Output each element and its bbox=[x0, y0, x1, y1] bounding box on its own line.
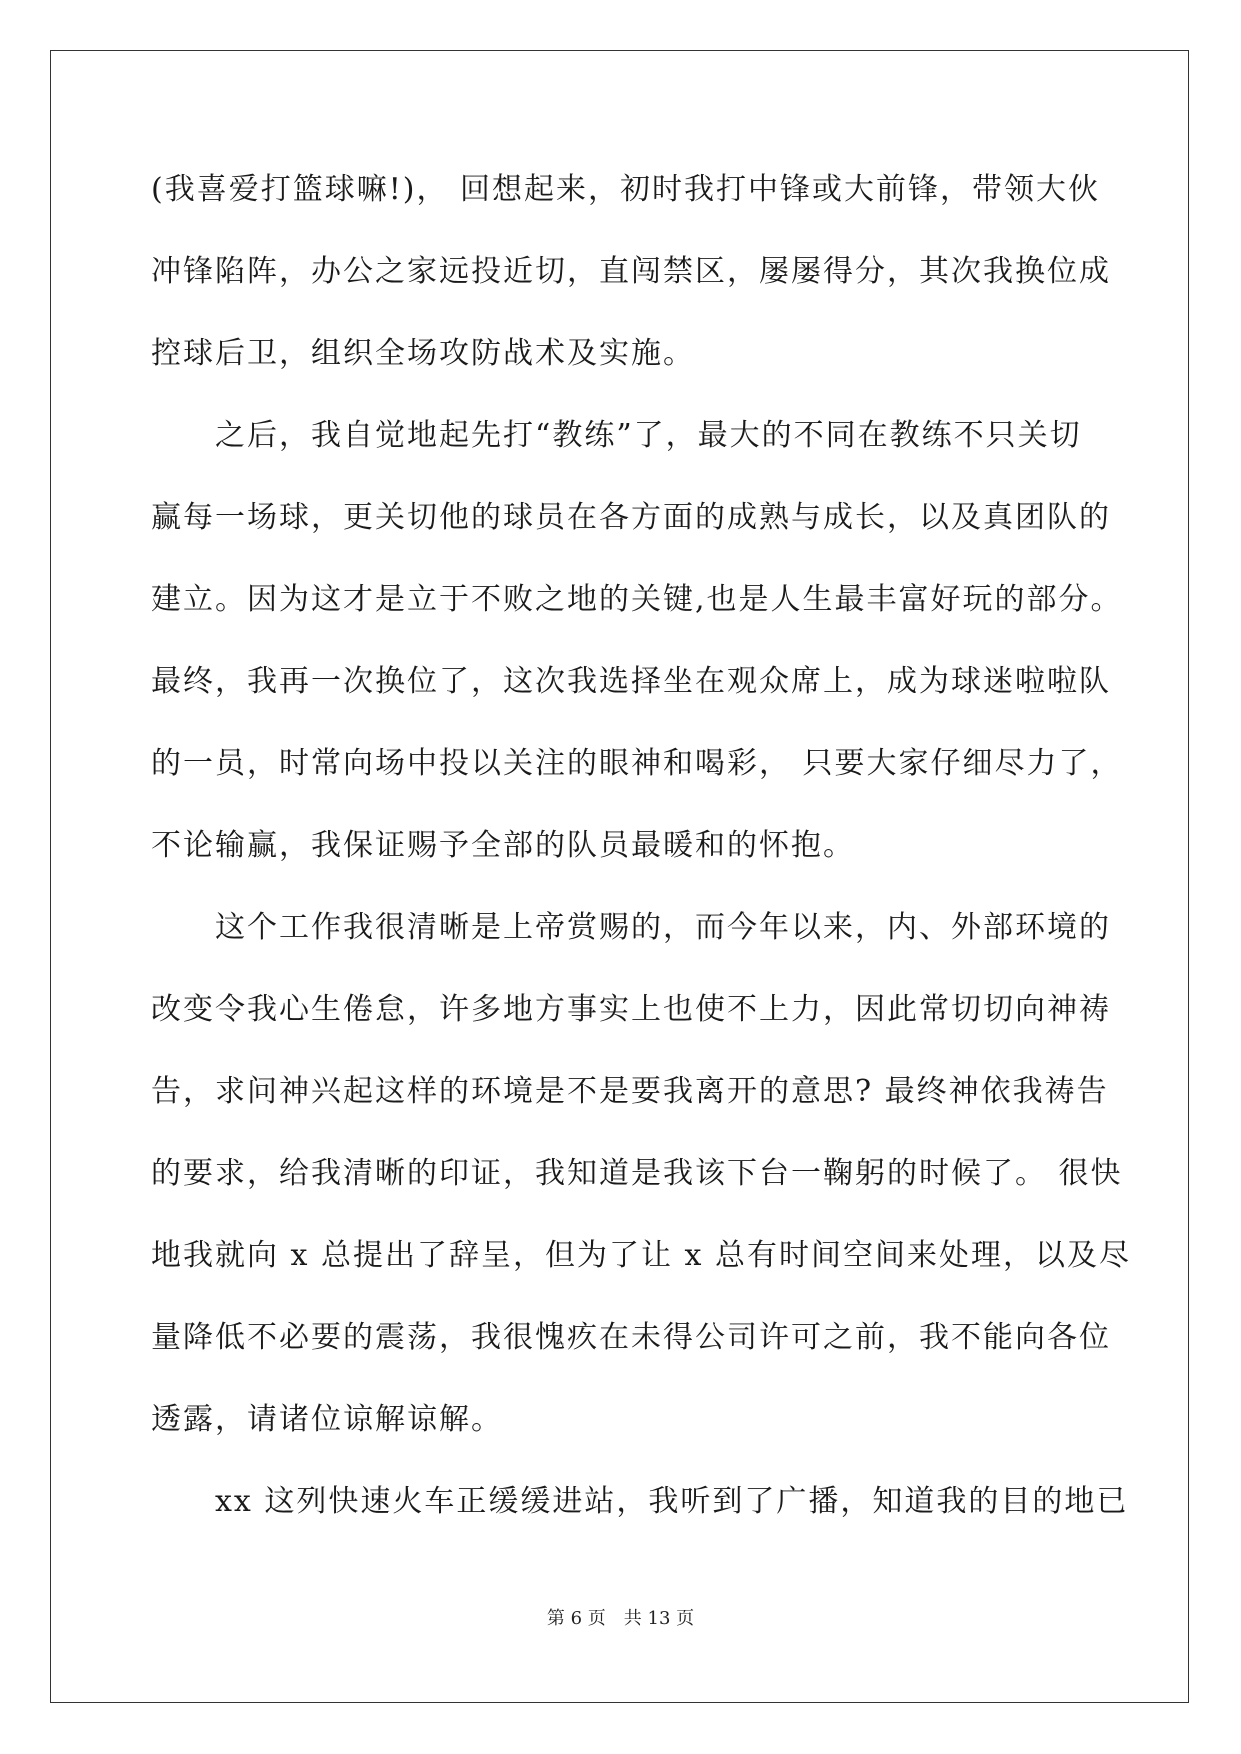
text-line: xx 这列快速火车正缓缓进站，我听到了广播，知道我的目的地已 bbox=[151, 1484, 1129, 1519]
page-number-footer: 第 6 页 共 13 页 bbox=[546, 1608, 695, 1629]
text-line: 控球后卫，组织全场攻防战术及实施。 bbox=[151, 336, 695, 371]
text-line: 的要求，给我清晰的印证，我知道是我该下台一鞠躬的时候了。 很快 bbox=[151, 1156, 1123, 1191]
text-line: 赢每一场球，更关切他的球员在各方面的成熟与成长，以及真团队的 bbox=[151, 500, 1111, 535]
text-line: 的一员，时常向场中投以关注的眼神和喝彩， 只要大家仔细尽力了， bbox=[151, 746, 1123, 781]
text-line: 这个工作我很清晰是上帝赏赐的，而今年以来，内、外部环境的 bbox=[151, 910, 1111, 945]
text-line: 告，求问神兴起这样的环境是不是要我离开的意思? 最终神依我祷告 bbox=[151, 1074, 1109, 1109]
text-line: 最终，我再一次换位了，这次我选择坐在观众席上，成为球迷啦啦队 bbox=[151, 664, 1111, 699]
text-line: 之后，我自觉地起先打“教练”了，最大的不同在教练不只关切 bbox=[151, 418, 1082, 453]
text-line: 地我就向 x 总提出了辞呈，但为了让 x 总有时间空间来处理，以及尽 bbox=[151, 1238, 1131, 1273]
text-line: (我喜爱打篮球嘛!)， 回想起来，初时我打中锋或大前锋，带领大伙 bbox=[151, 172, 1100, 207]
text-line: 建立。因为这才是立于不败之地的关键,也是人生最丰富好玩的部分。 bbox=[151, 582, 1123, 617]
document-body bbox=[151, 155, 1131, 1549]
text-line: 不论输赢，我保证赐予全部的队员最暖和的怀抱。 bbox=[151, 828, 855, 863]
text-line: 冲锋陷阵，办公之家远投近切，直闯禁区，屡屡得分，其次我换位成 bbox=[151, 254, 1111, 289]
text-line: 量降低不必要的震荡，我很愧疚在未得公司许可之前，我不能向各位 bbox=[151, 1320, 1111, 1355]
text-line: 透露，请诸位谅解谅解。 bbox=[151, 1402, 503, 1437]
text-line: 改变令我心生倦怠，许多地方事实上也使不上力，因此常切切向神祷 bbox=[151, 992, 1111, 1027]
